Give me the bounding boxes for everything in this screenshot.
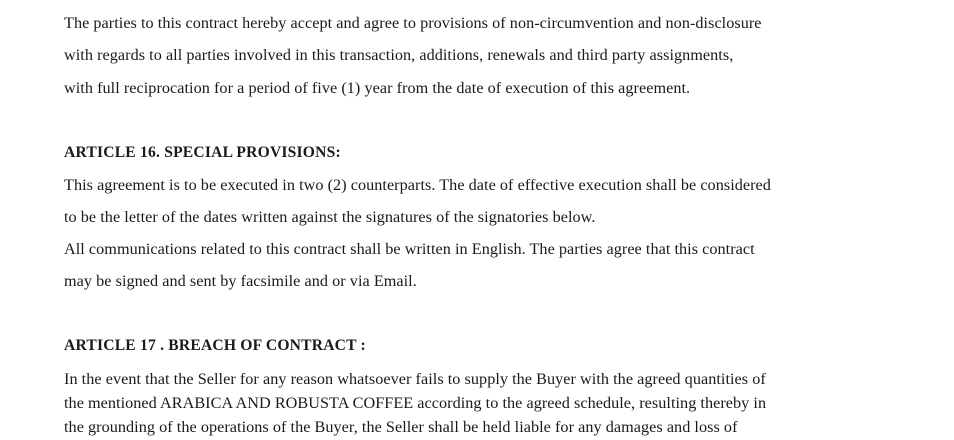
- article-16-line: This agreement is to be executed in two (2) counterparts. The date of effective execution shall be considered: [64, 176, 771, 194]
- article-16-line: to be the letter of the dates written against the signatures of the signatories below.: [64, 208, 596, 226]
- page-edge: [936, 0, 954, 440]
- paragraph-line: with full reciprocation for a period of five (1) year from the date of execution of this agreement.: [64, 79, 691, 97]
- article-17-heading: ARTICLE 17 . BREACH OF CONTRACT :: [64, 337, 366, 354]
- article-16-line: may be signed and sent by facsimile and or via Email.: [64, 272, 417, 290]
- article-17-line: In the event that the Seller for any reason whatsoever fails to supply the Buyer with the agreed quantities of: [64, 370, 766, 388]
- paragraph-line: The parties to this contract hereby accept and agree to provisions of non-circumvention and non-disclosure: [64, 14, 762, 32]
- article-16-line: All communications related to this contract shall be written in English. The parties agree that this contract: [64, 240, 755, 258]
- article-17-line: the grounding of the operations of the Buyer, the Seller shall be held liable for any damages and loss of: [64, 418, 738, 436]
- article-17-line: the mentioned ARABICA AND ROBUSTA COFFEE according to the agreed schedule, resulting thereby in: [64, 394, 767, 412]
- article-16-heading: ARTICLE 16. SPECIAL PROVISIONS:: [64, 144, 341, 161]
- paragraph-line: with regards to all parties involved in this transaction, additions, renewals and third party assignments,: [64, 46, 734, 64]
